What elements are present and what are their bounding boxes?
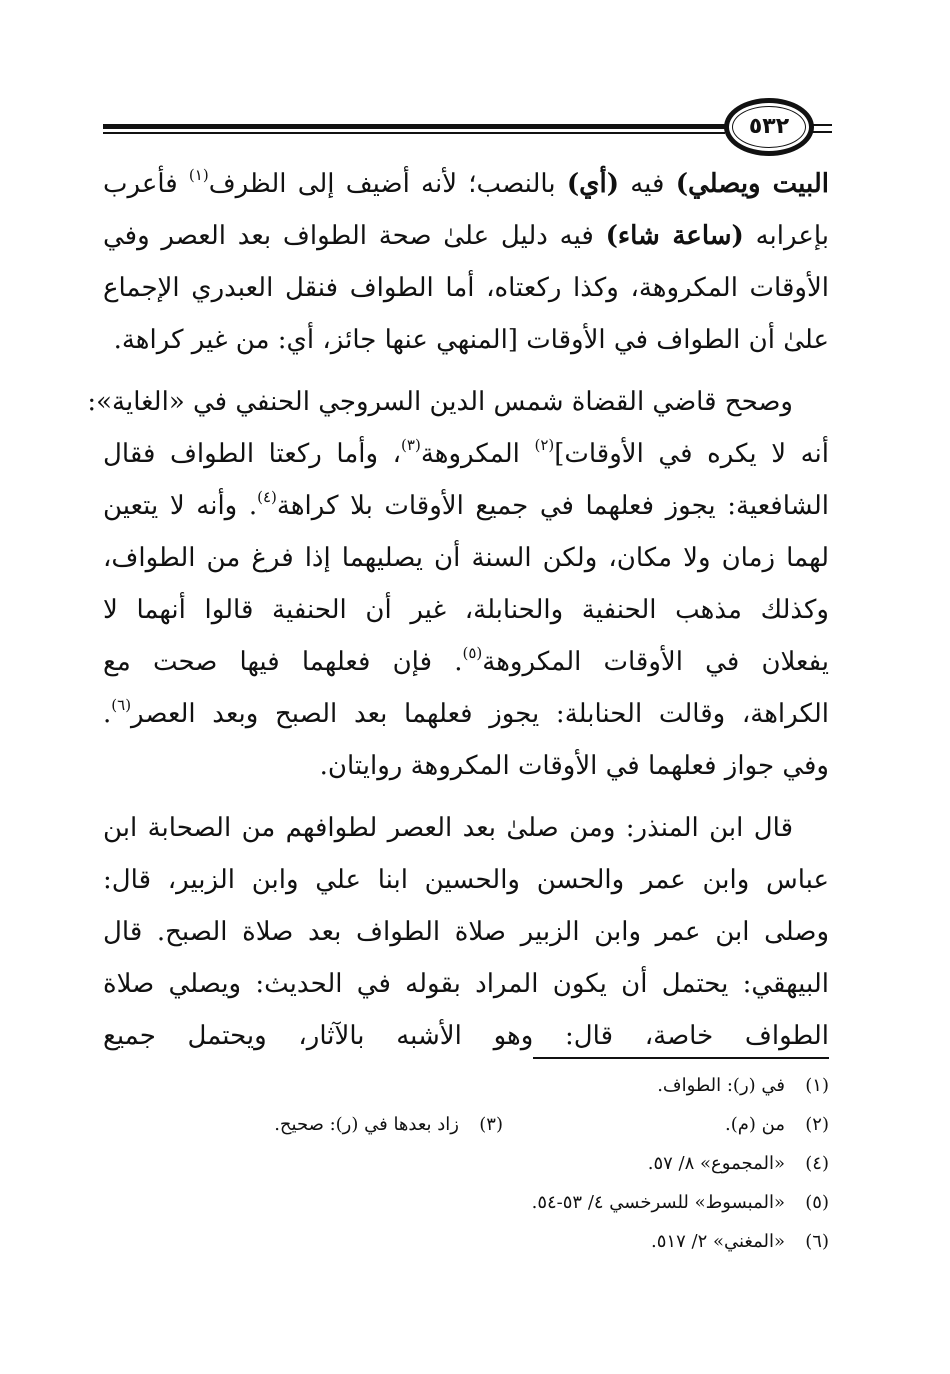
text-line <box>103 688 829 740</box>
footnotes <box>103 1066 829 1261</box>
text-run: . <box>103 699 112 729</box>
footnote-ref: (٦) <box>111 696 132 715</box>
footnote-ref: (٣) <box>401 436 421 455</box>
footnote-text: زاد بعدها في (ر): صحيح. <box>274 1114 459 1135</box>
footnote-text: «المجموع» ٨/ ٥٧. <box>647 1153 785 1174</box>
text-line: وصحح قاضي القضاة شمس الدين السروجي الحنفي في «الغاية»: <box>87 387 793 417</box>
footnote-line <box>103 1144 829 1183</box>
text-line <box>103 480 829 532</box>
footnote-line <box>103 1183 829 1222</box>
text-run: فيه <box>619 169 676 199</box>
text-line: البيهقي: يحتمل أن يكون المراد بقوله في الحديث: ويصلي صلاة <box>103 969 829 999</box>
header-rule-tail <box>812 124 832 126</box>
footnote-ref: (١) <box>188 166 209 185</box>
bold-phrase: البيت ويصلي) <box>675 169 829 199</box>
text-line: لهما زمان ولا مكان، ولكن السنة أن يصليهما إذا فرغ من الطواف، <box>103 543 829 573</box>
text-run: . فإن فعلهما فيها صحت مع <box>103 647 463 677</box>
text-line: وكذلك مذهب الحنفية والحنابلة، غير أن الحنفية قالوا أنهما لا <box>103 595 829 625</box>
text-run: . وأنه لا يتعين <box>103 491 258 521</box>
text-line: وصلى ابن عمر وابن الزبير صلاة الطواف بعد صلاة الصبح. قال <box>103 917 829 947</box>
text-run: يفعلان في الأوقات المكروهة <box>482 647 829 677</box>
text-run: فيه دليل علىٰ صحة الطواف بعد العصر وفي <box>103 221 606 251</box>
footnote-number: (٢) <box>805 1114 829 1135</box>
paragraph-1 <box>103 158 829 366</box>
footnote-line <box>103 1222 829 1261</box>
text-line: الأوقات المكروهة، وكذا ركعتاه، أما الطواف فنقل العبدري الإجماع <box>103 273 829 303</box>
header-rule-thin <box>103 132 725 134</box>
main-text <box>87 158 830 1062</box>
text-line: قال ابن المنذر: ومن صلىٰ بعد العصر لطوافهم من الصحابة ابن <box>103 813 793 843</box>
footnote <box>657 1066 829 1105</box>
text-run: أنه لا يكره في الأوقات] <box>554 439 830 469</box>
footnote-text: «المغني» ٢/ ٥١٧. <box>651 1231 785 1252</box>
footnote <box>648 1144 829 1183</box>
paragraph-3 <box>103 802 829 1062</box>
text-line: وفي جواز فعلهما في الأوقات المكروهة روايتان. <box>319 751 829 781</box>
footnote-line <box>103 1105 829 1144</box>
text-line <box>103 636 829 688</box>
footnote-text: من (م). <box>725 1114 785 1135</box>
footnote <box>532 1183 829 1222</box>
paragraph-gap <box>103 792 829 802</box>
footnote-number: (٣) <box>479 1114 503 1135</box>
paragraph-2 <box>87 376 830 792</box>
footnote-ref: (٥) <box>462 644 483 663</box>
footnote-text: «المبسوط» للسرخسي ٤/ ٥٣-٥٤. <box>531 1192 785 1213</box>
footnote-number: (٤) <box>805 1153 829 1174</box>
footnote <box>651 1222 829 1261</box>
text-run: ، وأما ركعتا الطواف فقال <box>103 439 402 469</box>
text-run: المكروهة <box>420 439 535 469</box>
footnote-ref: (٢) <box>534 436 555 455</box>
text-run: فأعرب <box>103 169 189 199</box>
text-line: الطواف خاصة، قال: وهو الأشبه بالآثار، ويحتمل جميع <box>103 1021 829 1051</box>
text-run: الكراهة، وقالت الحنابلة: يجوز فعلهما بعد الصبح وبعد العصر <box>131 699 829 729</box>
text-line <box>103 210 829 262</box>
text-run: الشافعية: يجوز فعلهما في جميع الأوقات بلا كراهة <box>276 491 829 521</box>
text-line <box>103 428 829 480</box>
footnote-number: (٥) <box>805 1192 829 1213</box>
header-rule-tail <box>812 131 832 133</box>
text-run: بالنصب؛ لأنه أضيف إلى الظرف <box>208 169 567 199</box>
page-number-badge <box>724 98 814 156</box>
text-line <box>103 158 829 210</box>
bold-phrase: (ساعة شاء) <box>605 221 744 251</box>
footnote-text: في (ر): الطواف. <box>657 1075 785 1096</box>
footnote <box>274 1105 503 1144</box>
footnote-number: (١) <box>805 1075 829 1096</box>
footnote-separator <box>533 1057 829 1059</box>
footnote <box>725 1105 829 1144</box>
paragraph-gap <box>103 366 829 376</box>
text-line: علىٰ أن الطواف في الأوقات [المنهي عنها جائز، أي: من غير كراهة. <box>113 325 829 355</box>
page-number: ٥٣٢ <box>748 114 790 139</box>
header-rule-thick <box>103 124 725 129</box>
footnote-number: (٦) <box>805 1231 829 1252</box>
text-run: بإعرابه <box>743 221 829 251</box>
bold-phrase: (أي) <box>566 169 619 199</box>
footnote-line <box>103 1066 829 1105</box>
footnote-ref: (٤) <box>257 488 277 507</box>
text-line: عباس وابن عمر والحسن والحسين ابنا علي وابن الزبير، قال: <box>103 865 829 895</box>
